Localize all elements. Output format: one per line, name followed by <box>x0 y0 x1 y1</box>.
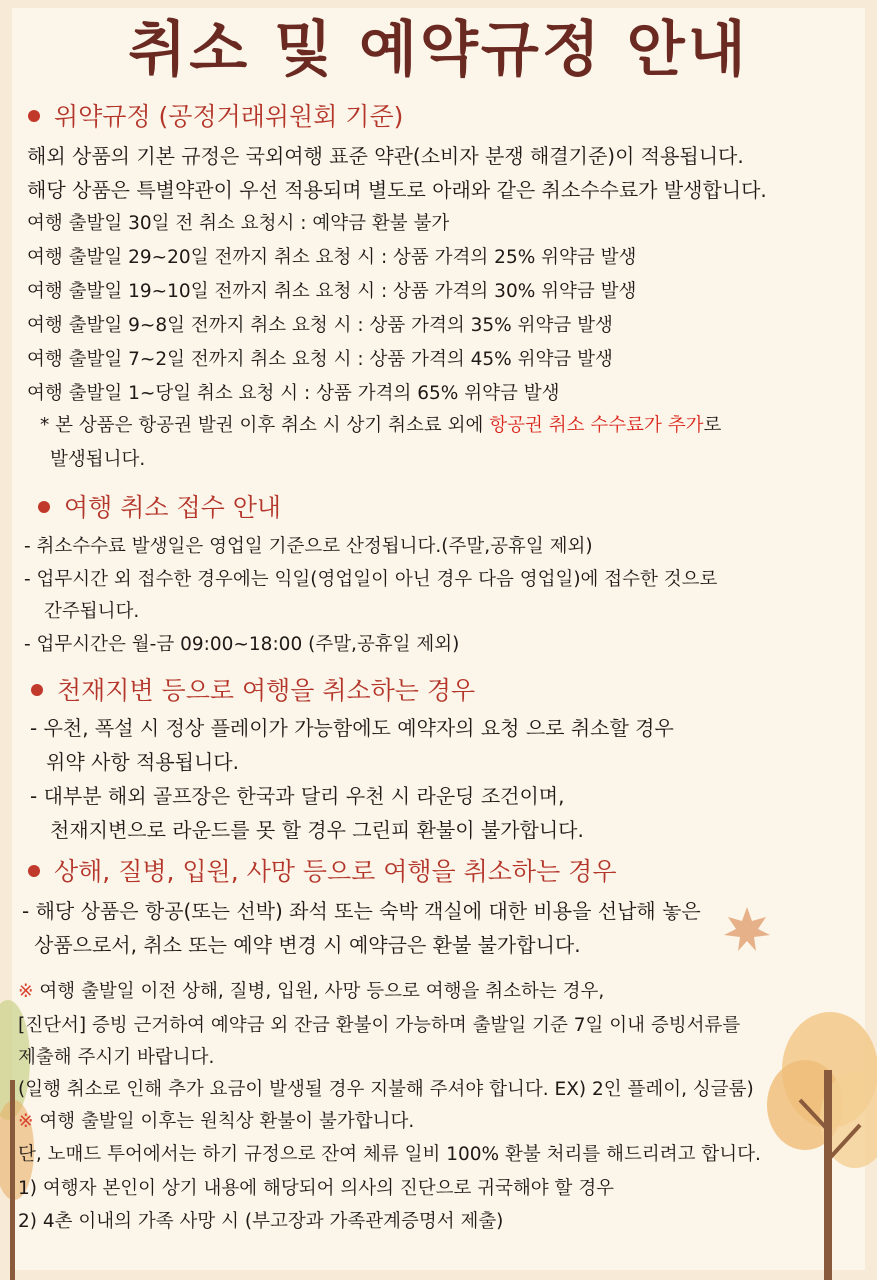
text-line: 천재지변으로 라운드를 못 할 경우 그린피 환불이 불가합니다. <box>50 818 584 842</box>
airline-fee-note <box>40 412 721 440</box>
section-heading-label: 위약규정 (공정거래위원회 기준) <box>54 102 404 131</box>
text-line: 위약 사항 적용됩니다. <box>46 750 239 774</box>
page-title: 취소 및 예약규정 안내 <box>128 15 749 85</box>
reference-mark-icon: ※ <box>18 1111 34 1132</box>
text-line: - 취소수수료 발생일은 영업일 기준으로 산정됩니다.(주말,공휴일 제외) <box>24 536 593 557</box>
bullet-dot-icon <box>31 684 43 696</box>
text-line: 상품으로서, 취소 또는 예약 변경 시 예약금은 환불 불가합니다. <box>34 933 581 957</box>
note-line <box>18 1108 414 1136</box>
bullet-dot-icon <box>38 501 50 513</box>
text-line: 여행 출발일 30일 전 취소 요청시 : 예약금 환불 불가 <box>27 213 450 234</box>
text-line: 여행 출발일 1~당일 취소 요청 시 : 상품 가격의 65% 위약금 발생 <box>27 383 560 404</box>
section-heading-label: 여행 취소 접수 안내 <box>64 493 282 522</box>
section-heading-disaster <box>31 675 475 707</box>
note-line: [진단서] 증빙 근거하여 예약금 외 잔금 환불이 가능하며 출발일 기준 7일 이내 증빙서류를 <box>18 1015 741 1036</box>
text-line: - 우천, 폭설 시 정상 플레이가 가능함에도 예약자의 요청 으로 취소할 경우 <box>30 716 674 740</box>
maple-leaf-illustration <box>722 905 772 953</box>
note-highlight: 항공권 취소 수수료가 추가 <box>489 415 704 436</box>
text-line: 여행 출발일 9~8일 전까지 취소 요청 시 : 상품 가격의 35% 위약금 발생 <box>27 315 613 336</box>
bullet-dot-icon <box>28 865 40 877</box>
note-line: 단, 노매드 투어에서는 하기 규정으로 잔여 체류 일비 100% 환불 처리를 해드리려고 합니다. <box>18 1144 761 1165</box>
section-heading-label: 천재지변 등으로 여행을 취소하는 경우 <box>57 676 476 705</box>
reference-mark-icon: ※ <box>18 981 34 1002</box>
text-line: - 해당 상품은 항공(또는 선박) 좌석 또는 숙박 객실에 대한 비용을 선납해 놓은 <box>22 899 701 923</box>
note-text: 여행 출발일 이후는 원칙상 환불이 불가합니다. <box>39 1111 415 1132</box>
autumn-tree-right-illustration <box>760 1010 877 1280</box>
note-suffix: 로 <box>703 415 722 436</box>
text-line: 여행 출발일 19~10일 전까지 취소 요청 시 : 상품 가격의 30% 위약금 발생 <box>27 281 637 302</box>
note-line: (일행 취소로 인해 추가 요금이 발생될 경우 지불해 주셔야 합니다. EX) 2인 플레이, 싱글룸) <box>18 1079 754 1100</box>
text-line: 여행 출발일 7~2일 전까지 취소 요청 시 : 상품 가격의 45% 위약금 발생 <box>27 349 613 370</box>
note-line: 1) 여행자 본인이 상기 내용에 해당되어 의사의 진단으로 귀국해야 할 경우 <box>18 1178 615 1199</box>
text-line: - 업무시간은 월-금 09:00~18:00 (주말,공휴일 제외) <box>24 634 460 655</box>
text-line: 간주됩니다. <box>44 601 140 622</box>
note-line: 제출해 주시기 바랍니다. <box>18 1047 215 1068</box>
section-heading-penalty <box>28 101 403 133</box>
text-line: 발생됩니다. <box>50 449 146 470</box>
section-heading-injury <box>28 856 616 888</box>
text-line: 해외 상품의 기본 규정은 국외여행 표준 약관(소비자 분쟁 해결기준)이 적용됩니다. <box>27 144 744 168</box>
note-line: 2) 4촌 이내의 가족 사망 시 (부고장과 가족관계증명서 제출) <box>18 1211 504 1232</box>
note-line <box>18 978 604 1006</box>
section-heading-label: 상해, 질병, 입원, 사망 등으로 여행을 취소하는 경우 <box>54 857 617 886</box>
note-prefix: * 본 상품은 항공권 발권 이후 취소 시 상기 취소료 외에 <box>40 415 490 436</box>
text-line: - 대부분 해외 골프장은 한국과 달리 우천 시 라운딩 조건이며, <box>30 784 565 808</box>
section-heading-reception <box>38 492 281 524</box>
text-line: 여행 출발일 29~20일 전까지 취소 요청 시 : 상품 가격의 25% 위약금 발생 <box>27 247 637 268</box>
text-line: - 업무시간 외 접수한 경우에는 익일(영업일이 아닌 경우 다음 영업일)에 접수한 것으로 <box>24 569 718 590</box>
note-text: 여행 출발일 이전 상해, 질병, 입원, 사망 등으로 여행을 취소하는 경우, <box>39 981 605 1002</box>
text-line: 해당 상품은 특별약관이 우선 적용되며 별도로 아래와 같은 취소수수료가 발생합니다. <box>27 178 767 202</box>
bullet-dot-icon <box>28 110 40 122</box>
